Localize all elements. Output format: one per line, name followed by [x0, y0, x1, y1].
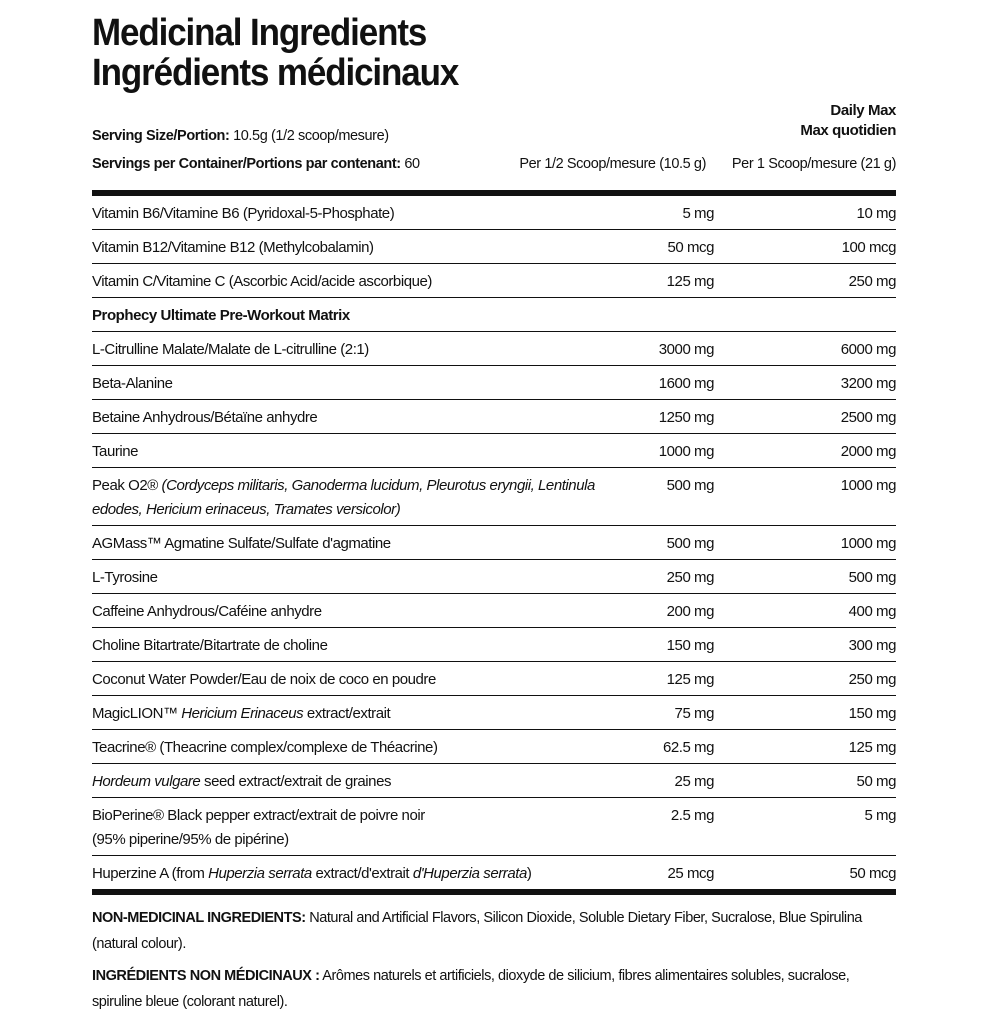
amount-half-scoop: 25 mcg [604, 856, 716, 893]
table-row [92, 332, 896, 366]
servings-value: 60 [404, 156, 420, 172]
ingredient-name-part: Hordeum vulgare [92, 773, 201, 790]
amount-half-scoop: 200 mg [604, 594, 716, 628]
table-row [92, 230, 896, 264]
title-french: Ingrédients médicinaux [92, 52, 459, 94]
non-medicinal-fr-label: INGRÉDIENTS NON MÉDICINAUX : [92, 968, 320, 984]
amount-half-scoop: 75 mg [604, 696, 716, 730]
ingredient-name [92, 468, 604, 526]
ingredient-name-part: ) [526, 865, 532, 882]
ingredient-name [92, 730, 604, 764]
column-header-half-scoop: Per 1/2 Scoop/mesure (10.5 g) [519, 156, 706, 172]
table-row [92, 264, 896, 298]
amount-half-scoop: 500 mg [604, 526, 716, 560]
serving-size-label: Serving Size/Portion: [92, 128, 230, 144]
ingredient-name-part: Choline Bitartrate/Bitartrate de choline [92, 637, 328, 654]
ingredient-name [92, 230, 604, 264]
non-medicinal-label: NON-MEDICINAL INGREDIENTS: [92, 910, 306, 926]
ingredient-name-part: AGMass™ Agmatine Sulfate/Sulfate d'agmatine [92, 535, 391, 552]
ingredient-name [92, 696, 604, 730]
ingredient-name [92, 196, 604, 230]
serving-size-value: 10.5g (1/2 scoop/mesure) [233, 128, 389, 144]
ingredient-name-part: Beta-Alanine [92, 375, 173, 392]
daily-max-french: Max quotidien [800, 122, 896, 139]
column-header-full-scoop: Per 1 Scoop/mesure (21 g) [731, 156, 896, 172]
table-row [92, 764, 896, 798]
serving-header [92, 100, 896, 172]
amount-full-scoop: 1000 mg [716, 468, 896, 526]
ingredient-name [92, 594, 604, 628]
ingredient-name-part: Vitamin C/Vitamine C (Ascorbic Acid/acide ascorbique) [92, 273, 432, 290]
non-medicinal-english [92, 905, 896, 957]
amount-full-scoop: 2500 mg [716, 400, 896, 434]
ingredient-name-part: seed extract/extrait de graines [204, 773, 392, 790]
ingredient-name-part: Huperzine A (from [92, 865, 205, 882]
ingredient-name-part: extract/extrait [306, 705, 391, 722]
ingredient-name [92, 366, 604, 400]
ingredient-name [92, 764, 604, 798]
ingredient-name-part: (Cordyceps militaris, Ganoderma lucidum, Pleurotus eryngii, Lentinula edodes, Hericium erinaceus, Tramates versicolor) [92, 477, 595, 518]
table-row [92, 526, 896, 560]
table-row [92, 856, 896, 893]
title-english: Medicinal Ingredients [92, 12, 427, 54]
amount-half-scoop: 125 mg [604, 264, 716, 298]
table-row [92, 468, 896, 526]
ingredient-name [92, 560, 604, 594]
serving-size [92, 128, 389, 144]
amount-full-scoop: 400 mg [716, 594, 896, 628]
ingredient-name [92, 798, 604, 856]
amount-half-scoop: 1250 mg [604, 400, 716, 434]
ingredient-name-part: Huperzia serrata [208, 865, 312, 882]
ingredient-name [92, 526, 604, 560]
ingredients-table [92, 196, 896, 895]
amount-full-scoop: 125 mg [716, 730, 896, 764]
table-row [92, 696, 896, 730]
ingredient-name-part: d'Huperzia serrata [412, 865, 527, 882]
table-row [92, 594, 896, 628]
ingredient-name-part: Taurine [92, 443, 139, 460]
table-row [92, 798, 896, 856]
amount-full-scoop [716, 298, 896, 332]
servings-per-container [92, 156, 420, 172]
amount-full-scoop: 500 mg [716, 560, 896, 594]
amount-half-scoop: 2.5 mg [604, 798, 716, 856]
amount-full-scoop: 300 mg [716, 628, 896, 662]
table-row [92, 560, 896, 594]
amount-half-scoop: 3000 mg [604, 332, 716, 366]
amount-half-scoop: 150 mg [604, 628, 716, 662]
servings-label: Servings per Container/Portions par contenant: [92, 156, 401, 172]
ingredient-name-part: Prophecy Ultimate Pre-Workout Matrix [92, 307, 350, 324]
ingredient-name-part: Coconut Water Powder/Eau de noix de coco en poudre [92, 671, 436, 688]
amount-half-scoop: 500 mg [604, 468, 716, 526]
ingredient-name [92, 662, 604, 696]
ingredient-name [92, 332, 604, 366]
table-row [92, 662, 896, 696]
amount-half-scoop: 125 mg [604, 662, 716, 696]
amount-full-scoop: 250 mg [716, 662, 896, 696]
ingredient-name-part: Vitamin B12/Vitamine B12 (Methylcobalamin) [92, 239, 374, 256]
amount-half-scoop [604, 298, 716, 332]
amount-full-scoop: 50 mg [716, 764, 896, 798]
amount-half-scoop: 250 mg [604, 560, 716, 594]
amount-full-scoop: 6000 mg [716, 332, 896, 366]
ingredient-name [92, 856, 604, 893]
ingredient-name-part: Peak O2® [92, 477, 158, 494]
ingredient-name [92, 298, 604, 332]
table-row [92, 400, 896, 434]
amount-full-scoop: 5 mg [716, 798, 896, 856]
ingredient-name-part: BioPerine® Black pepper extract/extrait de poivre noir [92, 807, 425, 824]
amount-half-scoop: 1600 mg [604, 366, 716, 400]
ingredient-name-part: extract/d'extrait [315, 865, 410, 882]
ingredient-name-part: L-Tyrosine [92, 569, 158, 586]
table-row [92, 434, 896, 468]
amount-half-scoop: 62.5 mg [604, 730, 716, 764]
amount-full-scoop: 2000 mg [716, 434, 896, 468]
amount-full-scoop: 10 mg [716, 196, 896, 230]
amount-full-scoop: 3200 mg [716, 366, 896, 400]
table-row [92, 298, 896, 332]
amount-half-scoop: 5 mg [604, 196, 716, 230]
daily-max-english: Daily Max [830, 102, 896, 119]
non-medicinal-fr-text: Arômes naturels et artificiels, dioxyde de silicium, fibres alimentaires solubles, sucralose, spiruline bleue (colorant naturel). [92, 968, 850, 1010]
ingredient-name [92, 400, 604, 434]
ingredient-name-part: Vitamin B6/Vitamine B6 (Pyridoxal-5-Phosphate) [92, 205, 395, 222]
ingredient-name-part: L-Citrulline Malate/Malate de L-citrulline (2:1) [92, 341, 369, 358]
ingredients-panel [92, 14, 896, 1021]
table-row [92, 366, 896, 400]
amount-half-scoop: 50 mcg [604, 230, 716, 264]
non-medicinal-text: Natural and Artificial Flavors, Silicon Dioxide, Soluble Dietary Fiber, Sucralose, Blue Spirulina (natural colour). [92, 910, 862, 952]
ingredient-name-part: Betaine Anhydrous/Bétaïne anhydre [92, 409, 318, 426]
ingredient-name-part: MagicLION™ [92, 705, 178, 722]
ingredient-name [92, 434, 604, 468]
ingredient-name [92, 264, 604, 298]
ingredient-name-line2: (95% piperine/95% de pipérine) [92, 831, 289, 848]
ingredient-name-part: Teacrine® (Theacrine complex/complexe de Théacrine) [92, 739, 438, 756]
ingredient-name-part: Caffeine Anhydrous/Caféine anhydre [92, 603, 322, 620]
ingredient-name [92, 628, 604, 662]
amount-full-scoop: 150 mg [716, 696, 896, 730]
amount-full-scoop: 50 mcg [716, 856, 896, 893]
amount-full-scoop: 1000 mg [716, 526, 896, 560]
non-medicinal-french [92, 963, 896, 1015]
ingredient-name-part: Hericium Erinaceus [181, 705, 304, 722]
table-row [92, 628, 896, 662]
footer [92, 905, 896, 1015]
amount-half-scoop: 1000 mg [604, 434, 716, 468]
amount-half-scoop: 25 mg [604, 764, 716, 798]
amount-full-scoop: 100 mcg [716, 230, 896, 264]
table-row [92, 196, 896, 230]
amount-full-scoop: 250 mg [716, 264, 896, 298]
table-row [92, 730, 896, 764]
